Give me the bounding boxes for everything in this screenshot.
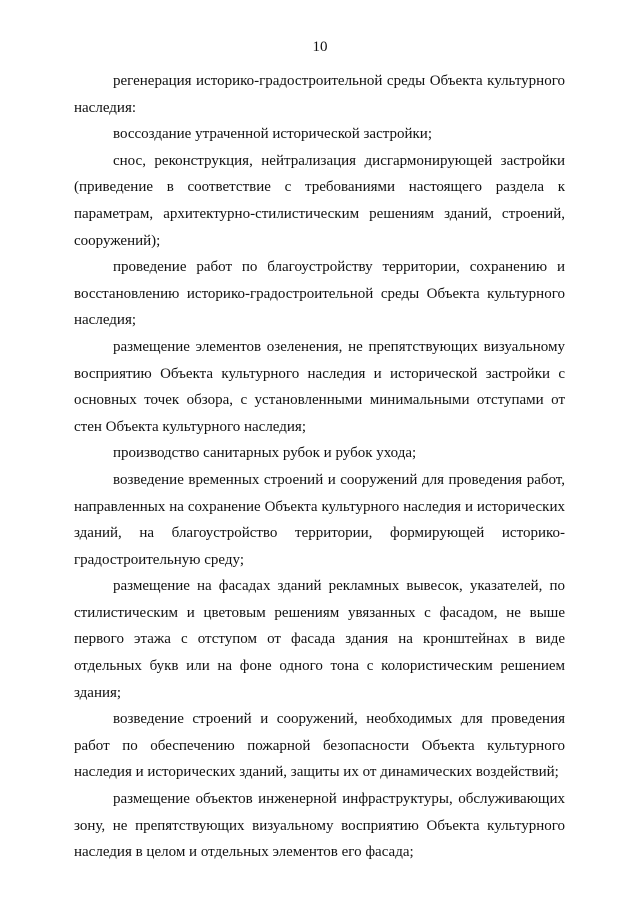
paragraph: производство санитарных рубок и рубок ухода; xyxy=(113,445,417,462)
paragraph: размещение на фасадах зданий рекламных вывесок, указателей, по стилистическим и цветовым решениям увязанных с фасадом, не выше первого этажа с отступом от фасада здания на кронштейнах в виде отдельных букв или на фоне одного тона с колористическим решением здания; xyxy=(74,578,565,701)
paragraph: возведение строений и сооружений, необходимых для проведения работ по обеспечению пожарной безопасности Объекта культурного наследия и исторических зданий, защиты их от динамических воздействий; xyxy=(74,711,565,781)
paragraph: воссоздание утраченной исторической застройки; xyxy=(113,126,432,143)
paragraph: размещение элементов озеленения, не препятствующих визуальному восприятию Объекта культурного наследия и исторической застройки с основных точек обзора, с установленными минимальными отступами от стен Объекта культурного наследия; xyxy=(74,338,565,435)
paragraph: проведение работ по благоустройству территории, сохранению и восстановлению историко-градостроительной среды Объекта культурного наследия; xyxy=(74,259,565,329)
page-number: 10 xyxy=(312,39,328,55)
paragraph: снос, реконструкция, нейтрализация дисгармонирующей застройки (приведение в соответствие с требованиями настоящего раздела к параметрам, архитектурно-стилистическим решениям зданий, строений, сооружений); xyxy=(74,152,565,249)
paragraph: возведение временных строений и сооружений для проведения работ, направленных на сохранение Объекта культурного наследия и исторических зданий, на благоустройство территории, формирующей историко-градостроительную среду; xyxy=(74,471,565,568)
document-body xyxy=(74,68,565,866)
paragraph: размещение объектов инженерной инфраструктуры, обслуживающих зону, не препятствующих визуальному восприятию Объекта культурного наследия в целом и отдельных элементов его фасада; xyxy=(74,791,565,861)
paragraph: регенерация историко-градостроительной среды Объекта культурного наследия: xyxy=(74,73,565,116)
